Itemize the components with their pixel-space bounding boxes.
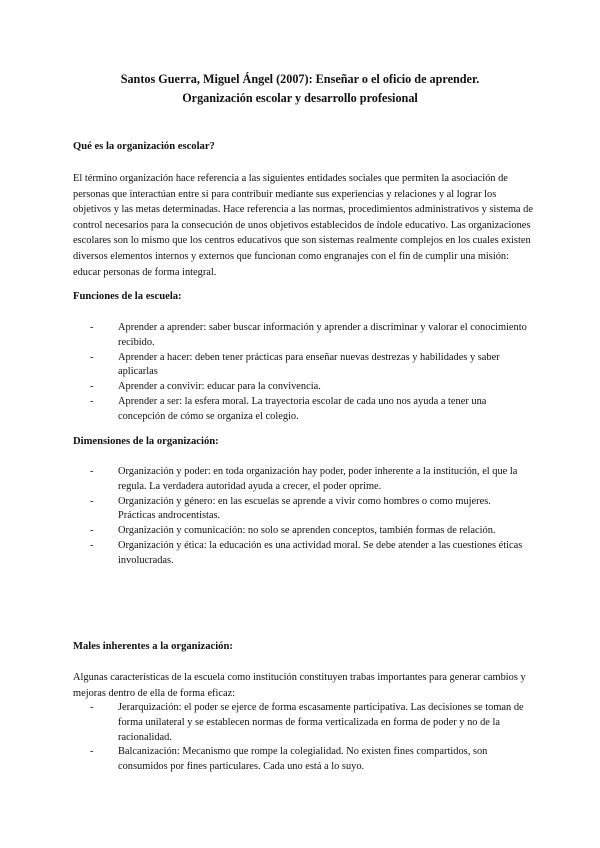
list-males [90, 701, 530, 775]
list-item [90, 495, 530, 525]
list-item [90, 745, 530, 775]
list-item [90, 701, 530, 745]
list-item [90, 539, 530, 569]
list-item-text: Jerarquización: el poder se ejerce de forma escasamente participativa. Las decisiones se toman de forma unilateral y se establecen normas de forma verticalizada en forma de poder y no de la racionalidad. [118, 702, 524, 743]
list-item-text: Organización y ética: la educación es una actividad moral. Se debe atender a las cuestiones éticas involucradas. [118, 539, 523, 566]
list-item-text: Aprender a convivir: educar para la convivencia. [118, 381, 321, 393]
section-paragraph-males: Algunas características de la escuela como institución constituyen trabas importantes para generar cambios y mejoras dentro de ella de forma eficaz: [73, 672, 526, 699]
list-item-text: Aprender a hacer: deben tener prácticas para enseñar nuevas destrezas y habilidades y saber aplicarlas [118, 351, 500, 378]
list-item [90, 524, 530, 539]
dash-bullet: - [90, 381, 94, 393]
list-item-text: Aprender a aprender: saber buscar información y aprender a discriminar y valorar el conocimiento recibido. [118, 322, 527, 348]
list-funciones [90, 321, 530, 425]
document-title [60, 70, 540, 108]
dash-bullet: - [90, 395, 94, 407]
section-heading-organizacion-escolar: Qué es la organización escolar? [73, 141, 215, 152]
list-dimensiones [90, 465, 530, 569]
list-item-text: Balcanización: Mecanismo que rompe la colegialidad. No existen fines compartidos, son consumidos por fines particulares. Cada uno está a lo suyo. [118, 746, 488, 773]
dash-bullet: - [90, 351, 94, 363]
title-line-2: Organización escolar y desarrollo profesional [182, 91, 418, 105]
section-heading-males: Males inherentes a la organización: [73, 641, 233, 652]
dash-bullet: - [90, 539, 94, 551]
title-line-1: Santos Guerra, Miguel Ángel (2007): Enseñar o el oficio de aprender. [120, 72, 480, 86]
list-item-text: Organización y comunicación: no solo se aprenden conceptos, también formas de relación. [118, 525, 496, 537]
dash-bullet: - [90, 322, 94, 333]
list-item-text: Aprender a ser: la esfera moral. La trayectoria escolar de cada uno nos ayuda a tener una concepción de cómo se organiza el colegio. [118, 395, 487, 422]
dash-bullet: - [90, 466, 94, 477]
list-item [90, 465, 530, 495]
dash-bullet: - [90, 746, 94, 758]
list-item [90, 351, 530, 381]
section-paragraph-organizacion-escolar: El término organización hace referencia a las siguientes entidades sociales que permiten la asociación de personas que interactúan entre sí para contribuir mediante sus experiencias y relaciones y al lograr los objetivos y las metas determinadas. Hace referencia a las normas, procedimientos administrativos y sistema de control necesarios para la consecución de unos objetivos establecidos de índole educativo. Las organizaciones escolares son lo mismo que los centros educativos que son sistemas realmente complejos en los cuales existen diversos elementos internos y externos que funcionan como engranajes con el fin de cumplir una misión: educar personas de forma integral. [73, 173, 533, 278]
list-item [90, 321, 530, 351]
section-heading-dimensiones: Dimensiones de la organización: [73, 436, 219, 447]
list-item [90, 380, 530, 395]
list-item-text: Organización y poder: en toda organización hay poder, poder inherente a la institución, el que la regula. La verdadera autoridad ayuda a crecer, el poder oprime. [118, 466, 518, 492]
dash-bullet: - [90, 702, 94, 713]
list-item [90, 395, 530, 425]
list-item-text: Organización y género: en las escuelas se aprende a vivir como hombres o como mujeres. Prácticas androcentistas. [118, 495, 491, 522]
section-heading-funciones: Funciones de la escuela: [73, 291, 182, 302]
dash-bullet: - [90, 525, 94, 537]
dash-bullet: - [90, 495, 94, 507]
